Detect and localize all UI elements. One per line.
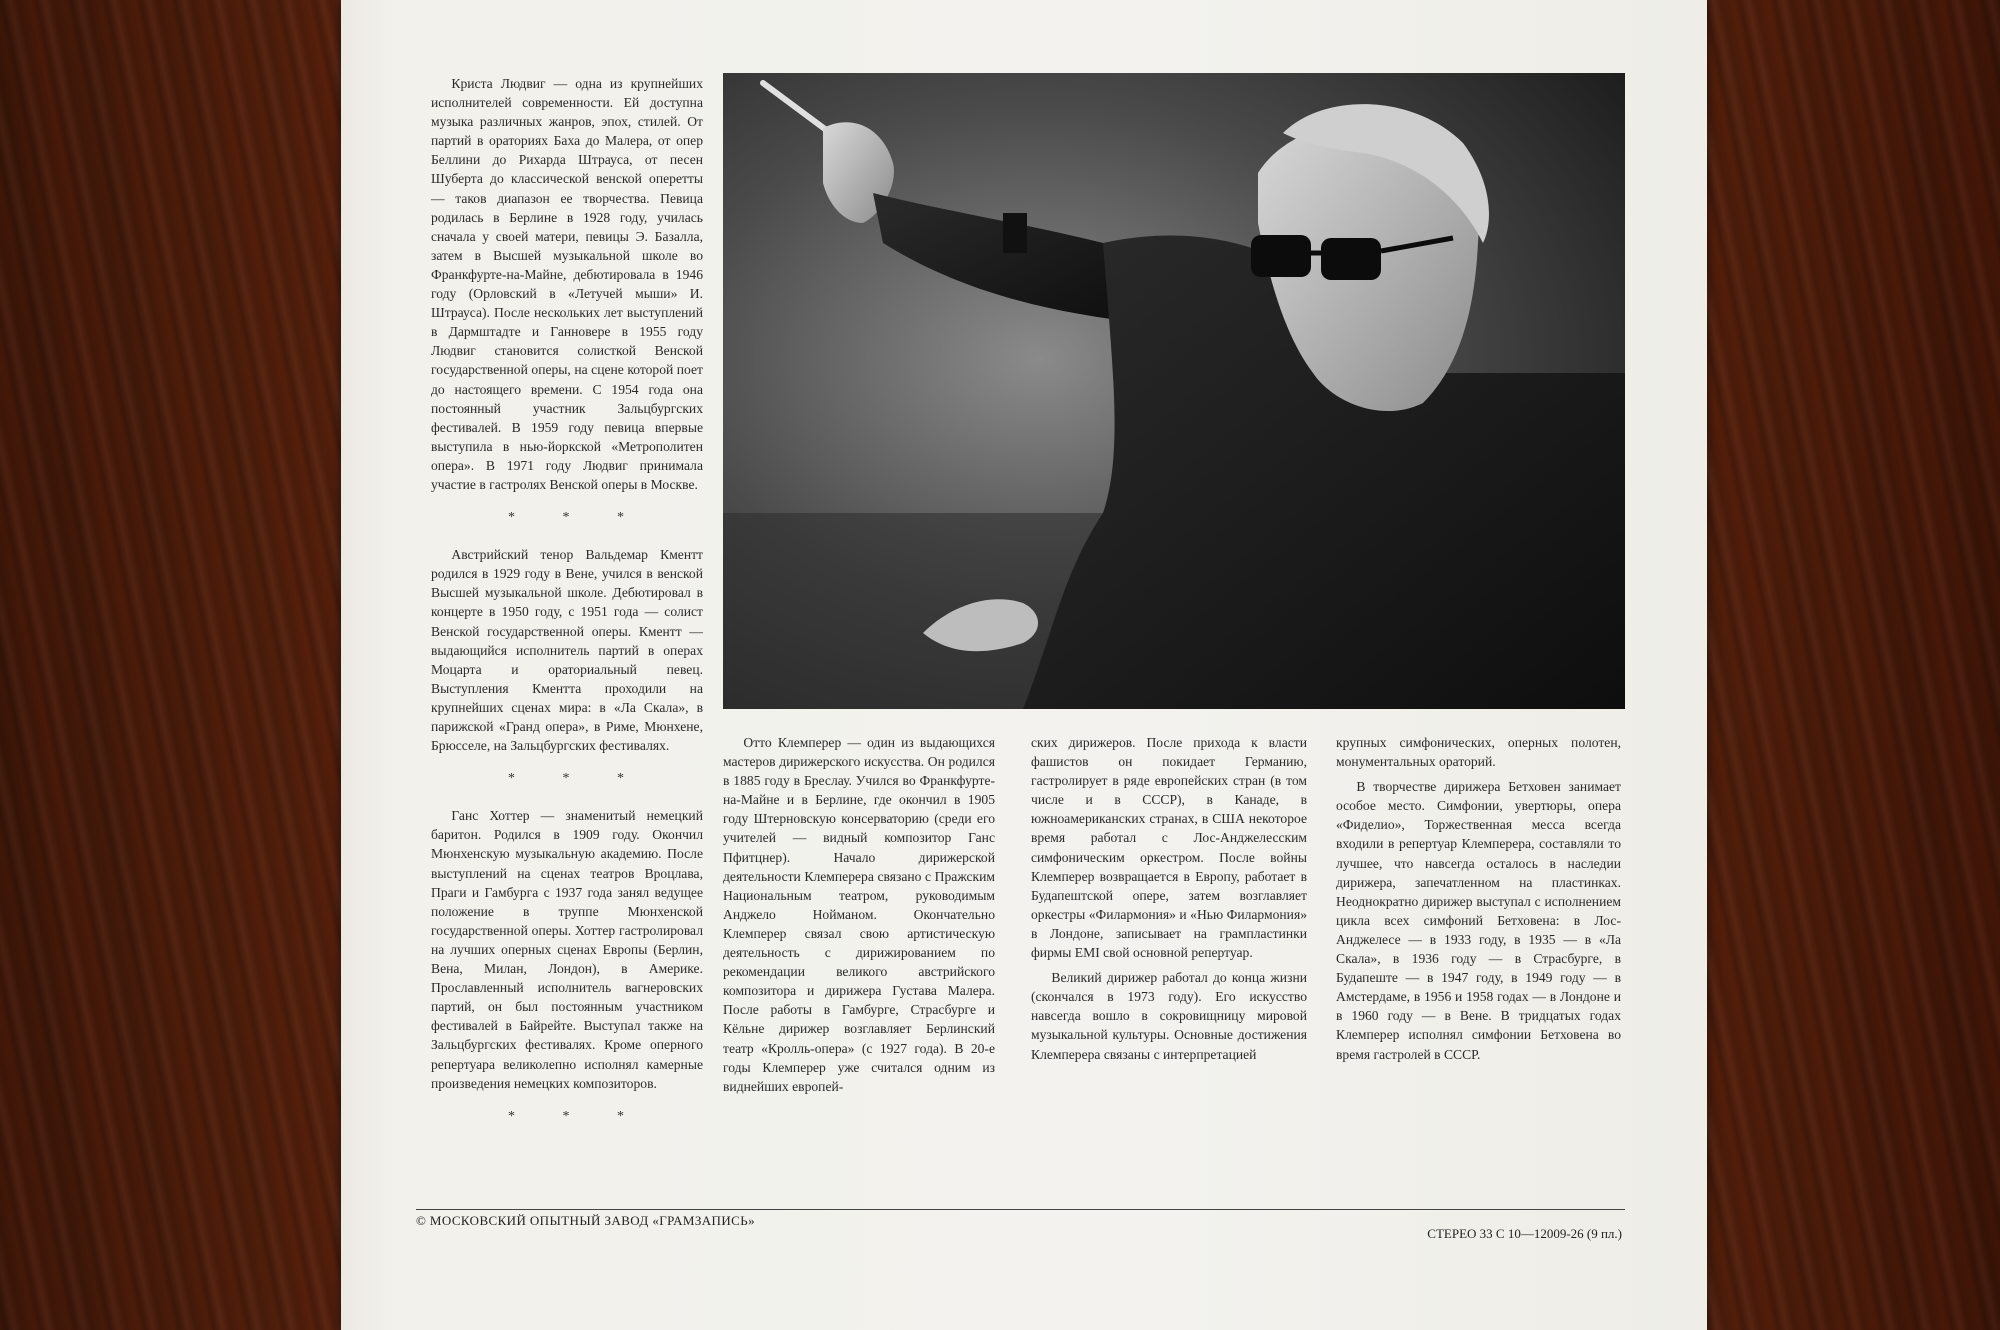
klemperer-bio-part5: В творчестве дирижера Бетховен занимает особое место. Симфонии, увертюры, опера «Фиделио», Торжественная месса всегда входили в репертуар Клемперера, составляли то лучшее, что навсегда осталось в наследии дирижера, запечатленном на пластинках. Неоднократно дирижер выступал с исполнением цикла всех симфоний Бетховена: в Лос-Анджелесе — в 1933 году, в 1935 — в «Ла Скала», в 1936 году — в Страсбурге, в Будапеште — в 1947 году, в 1949 году — в Амстердаме, в 1956 и 1958 годах — в Лондоне и в 1960 году — в Вене. В тридцатых годах Клемперер исполнял симфонии Бетховена во время гастролей в СССР. <box>1336 779 1621 1062</box>
ludwig-bio: Криста Людвиг — одна из крупнейших исполнителей современности. Ей доступна музыка различных жанров, эпох, стилей. От партий в ораториях Баха до Малера, от опер Беллини до Рихарда Штрауса, от песен Шуберта до классической венской оперетты — таков диапазон ее творчества. Певица родилась в Берлине в 1928 году, училась сначала у своей матери, певицы Э. Базалла, затем в Высшей музыкальной школе во Франкфурте-на-Майне, дебютировала в 1946 году (Орловский в «Летучей мыши» И. Штрауса). После нескольких лет выступлений в Дармштадте и Ганновере в 1955 году Людвиг становится солисткой Венской государственной оперы, на сцене которой поет до настоящего времени. С 1954 года она постоянный участник Зальцбургских фестивалей. В 1959 году певица впервые выступила в нью-йоркской «Метрополитен опера». В 1971 году Людвиг принимала участие в гастролях Венской оперы в Москве. <box>431 76 703 492</box>
section-divider: * * * <box>508 510 646 526</box>
section-divider: * * * <box>508 1108 646 1124</box>
klemperer-bio-part2: ских дирижеров. После прихода к власти фашистов он покидает Германию, гастролирует в ряде европейских стран (в том числе и в СССР), в Канаде, в южноамериканских странах, в США некоторое время работал с Лос-Анджелесским симфоническим оркестром. После войны Клемперер возвращается в Европу, работает в Будапештской опере, затем возглавляет оркестры «Филармония» и «Нью Филармония» в Лондоне, записывает на грампластинки фирмы EMI свой основной репертуар. <box>1031 735 1307 961</box>
footer-rule <box>416 1209 1625 1210</box>
catalog-number: СТЕРЕО 33 С 10—12009-26 (9 пл.) <box>1427 1226 1622 1241</box>
column-1 <box>431 74 703 1144</box>
hotter-bio: Ганс Хоттер — знаменитый немецкий баритон. Родился в 1909 году. Окончил Мюнхенскую музыкальную академию. После выступлений на сценах театров Вроцлава, Праги и Гамбурга с 1937 года занял ведущее положение в труппе Мюнхенской государственной оперы. Хоттер гастролировал на лучших оперных сценах Европы (Берлин, Вена, Милан, Лондон), в Америке. Прославленный исполнитель вагнеровских партий, он был постоянным участником фестивалей в Байрейте. Выступал также на Зальцбургских фестивалях. Кроме оперного репертуара великолепно исполнял камерные произведения немецких композиторов. <box>431 808 703 1091</box>
klemperer-bio-part1: Отто Клемперер — один из выдающихся мастеров дирижерского искусства. Он родился в 1885 году в Бреслау. Учился во Франкфурте-на-Майне и в Берлине, где окончил в 1905 году Штерновскую консерваторию (среди его учителей — видный композитор Ганс Пфитцнер). Начало дирижерской деятельности Клемперера связано с Пражским Национальным театром, руководимым Анджело Нойманом. Окончательно Клемперер связал свою артистическую деятельность с дирижированием по рекомендации великого австрийского композитора и дирижера Густава Малера. После работы в Гамбурге, Страсбурге и Кёльне дирижер возглавляет Берлинский театр «Кролль-опера» (с 1927 года). В 20-е годы Клемперер уже считался одним из виднейших европей- <box>723 735 995 1094</box>
column-2 <box>723 733 995 1096</box>
section-divider: * * * <box>508 771 646 787</box>
kmentt-bio: Австрийский тенор Вальдемар Кментт родился в 1929 году в Вене, учился в венской Высшей музыкальной школе. Дебютировал в концерте в 1950 году, с 1951 года — солист Венской государственной оперы. Кментт — выдающийся исполнитель партий в операх Моцарта и ораториальный певец. Выступления Кментта проходили на крупнейших сценах мира: в «Ла Скала», в парижской «Гранд опера», в Риме, Мюнхене, Брюсселе, на Зальцбургских фестивалях. <box>431 547 703 754</box>
klemperer-bio-part3: Великий дирижер работал до конца жизни (скончался в 1973 году). Его искусство навсегда вошло в сокровищницу мировой музыкальной культуры. Основные достижения Клемперера связаны с интерпретацией <box>1031 970 1307 1062</box>
conductor-photo <box>723 73 1625 709</box>
column-4 <box>1336 733 1621 1064</box>
klemperer-bio-part4: крупных симфонических, оперных полотен, монументальных ораторий. <box>1336 735 1621 770</box>
record-sleeve-page <box>341 0 1707 1330</box>
column-3 <box>1031 733 1307 1064</box>
publisher-credit: © МОСКОВСКИЙ ОПЫТНЫЙ ЗАВОД «ГРАМЗАПИСЬ» <box>416 1213 755 1228</box>
